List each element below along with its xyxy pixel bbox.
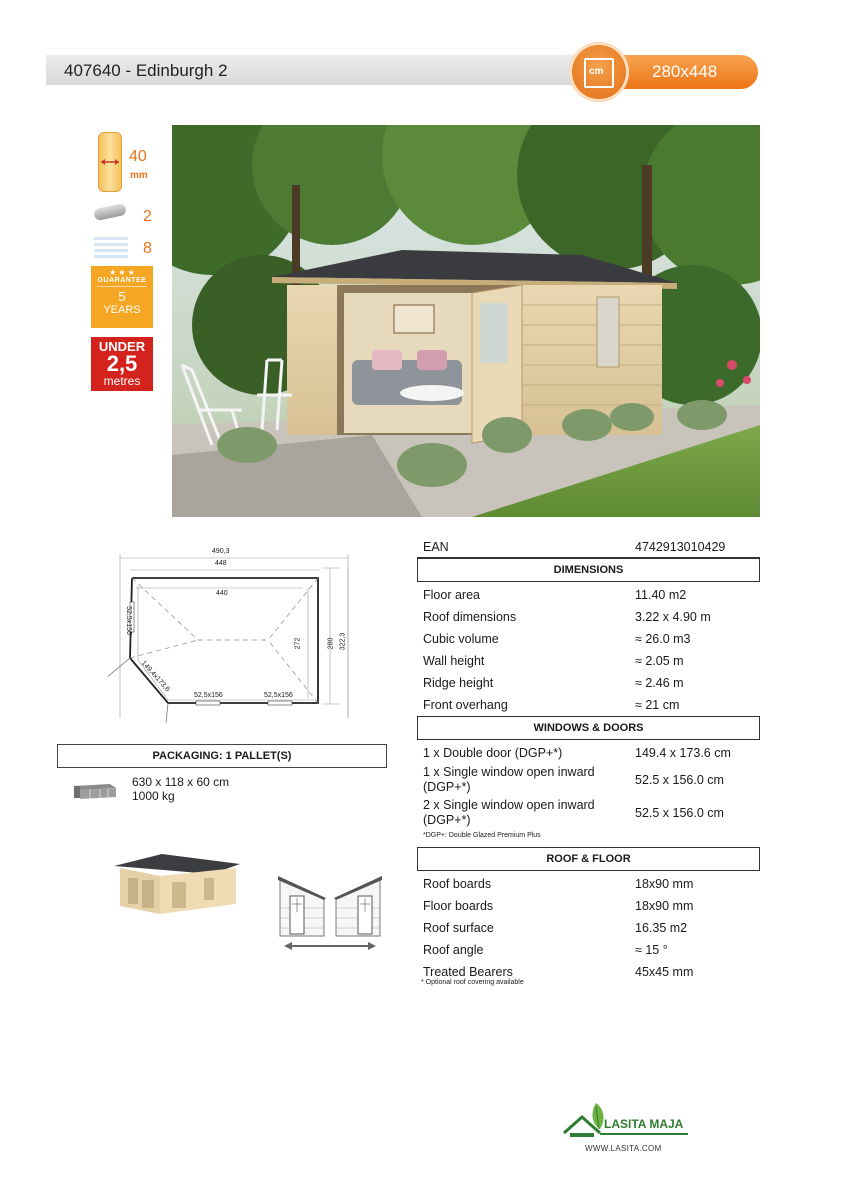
under-height-badge — [91, 337, 153, 391]
wall-plank-icon — [98, 132, 122, 192]
spec-table — [417, 536, 760, 983]
under-unit: metres — [103, 374, 141, 388]
cm-label: cm — [589, 66, 604, 77]
packaging-details — [132, 775, 229, 803]
spec-row: Roof surface 16.35 m2 — [423, 921, 688, 935]
floor-plan-drawing — [108, 548, 358, 723]
wall-thickness-value: 40 — [129, 148, 147, 165]
plan-inner-width: 448 — [215, 560, 227, 567]
spec-row: Cubic volume ≈ 26.0 m3 — [423, 632, 691, 646]
spec-row: 1 x Double door (DGP+*) 149.4 x 173.6 cm — [423, 746, 731, 760]
dgp-note: *DGP+: Double Glazed Premium Plus — [423, 832, 541, 839]
plan-outer-width: 490,3 — [212, 548, 230, 555]
wall-thickness-unit: mm — [130, 170, 148, 181]
spec-row: Ridge height ≈ 2.46 m — [423, 676, 684, 690]
dimensions-header: DIMENSIONS — [417, 558, 760, 582]
brand-url[interactable]: WWW.LASITA.COM — [585, 1144, 662, 1153]
under-value: 2,5 — [106, 351, 138, 376]
shingle-icon — [94, 236, 128, 258]
packaging-title: PACKAGING: 1 PALLET(S) — [57, 744, 387, 768]
guarantee-badge — [91, 266, 153, 328]
spec-row: Roof angle ≈ 15 ° — [423, 943, 668, 957]
guarantee-years: 5 — [118, 289, 126, 304]
ean-label: EAN — [423, 540, 449, 554]
product-title: 407640 - Edinburgh 2 — [64, 61, 228, 80]
plan-depth-inner: 272 — [294, 637, 302, 650]
spec-row: Wall height ≈ 2.05 m — [423, 654, 684, 668]
house-3d-illustration — [112, 852, 244, 920]
guarantee-stars-icon: ★ ★ ★ — [109, 268, 135, 277]
spec-row: Roof dimensions 3.22 x 4.90 m — [423, 610, 711, 624]
plan-window-a: 52,5x156 — [194, 692, 223, 699]
spec-row: 1 x Single window open inward (DGP+*) 52.5 x 156.0 cm — [423, 765, 724, 794]
plan-depth-280: 280 — [327, 637, 335, 650]
plan-side-window: 52,5x156 — [124, 606, 132, 635]
shingle-count: 8 — [143, 240, 152, 257]
packaging-dims: 630 x 118 x 60 cm — [132, 775, 230, 789]
product-photo — [172, 125, 760, 517]
roll-count: 2 — [143, 208, 152, 225]
guarantee-label: GUARANTEE — [97, 277, 147, 284]
spec-row: Floor boards 18x90 mm — [423, 899, 694, 913]
brand-name: LASITA MAJA — [604, 1117, 684, 1131]
packaging-weight: 1000 kg — [132, 789, 175, 803]
spec-row: Front overhang ≈ 21 cm — [423, 698, 680, 712]
size-label: 280x448 — [652, 62, 718, 81]
plan-depth-outer: 322,3 — [339, 632, 347, 651]
windows-doors-header: WINDOWS & DOORS — [417, 716, 760, 740]
ean-divider — [417, 557, 760, 558]
roof-covering-note: * Optional roof covering available — [421, 979, 524, 986]
plan-door: 149,4x173,6 — [139, 659, 171, 694]
under-label: UNDER — [98, 339, 146, 354]
spec-row: 2 x Single window open inward (DGP+*) 52.5 x 156.0 cm — [423, 798, 724, 827]
spec-row: Treated Bearers 45x45 mm — [423, 965, 694, 979]
plan-floor-width: 440 — [216, 590, 228, 597]
roof-roll-icon — [93, 203, 127, 221]
pallet-icon — [70, 778, 118, 800]
plan-window-b: 52,5x156 — [264, 692, 293, 699]
ean-row — [417, 536, 760, 558]
door-reversible-diagram — [278, 868, 382, 952]
ean-value: 4742913010429 — [635, 540, 726, 554]
guarantee-unit: YEARS — [103, 304, 141, 316]
spec-row: Roof boards 18x90 mm — [423, 877, 694, 891]
spec-row: Floor area 11.40 m2 — [423, 588, 687, 602]
roof-floor-header: ROOF & FLOOR — [417, 847, 760, 871]
